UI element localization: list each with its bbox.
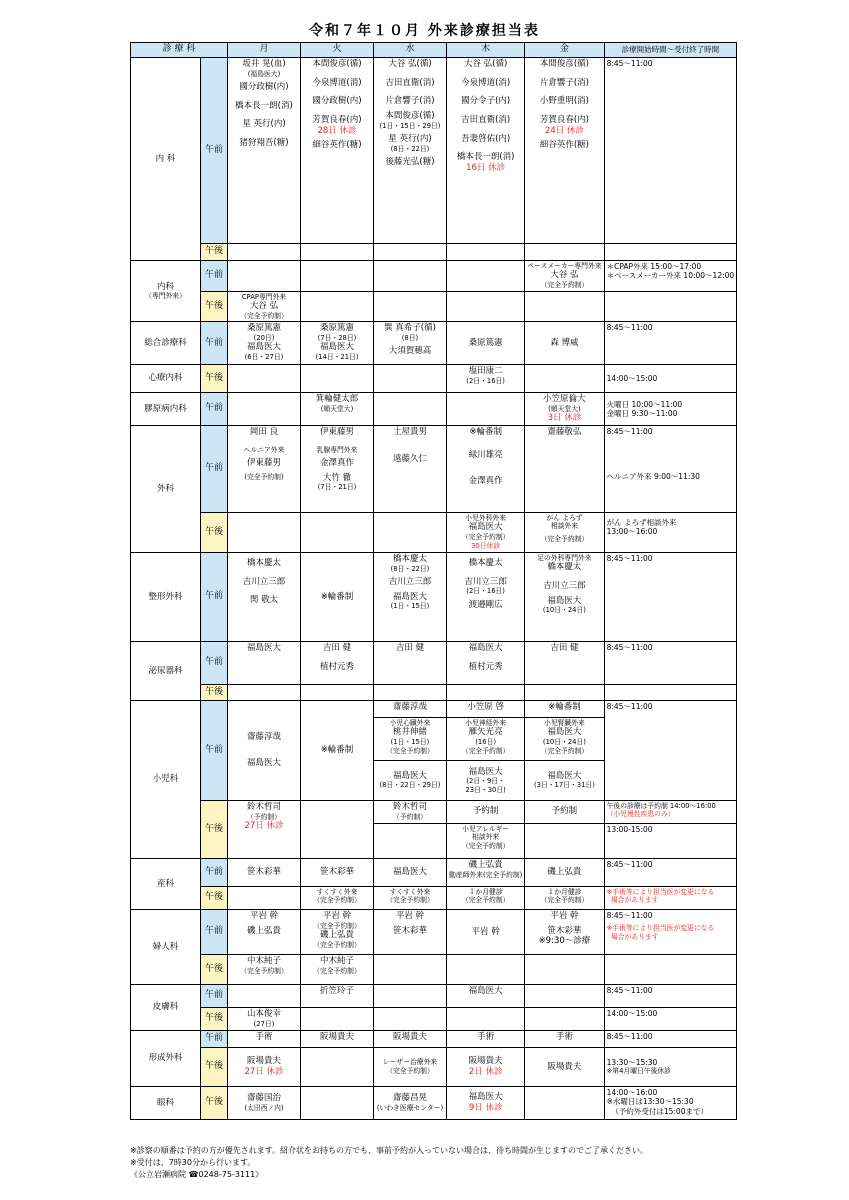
row-naika-senmon-am [131,261,737,292]
cell: １か月健診 （完全予約制） [525,886,604,909]
row-keisei-am [131,1030,737,1047]
row-hinyo-pm [131,684,737,700]
cell: ※輪番制 [525,700,604,717]
header-fri: 金 [525,43,604,58]
dept-kogen: 膠原病内科 [131,393,201,426]
time-cell: 火曜日 10:00～11:00 金曜日 9:30～11:00 [604,393,737,426]
session-pm: 午後 [201,800,228,858]
cell: レーザー治療外来 （完全予約制） [374,1047,447,1086]
cell: 中木純子 （完全予約制） [301,954,374,984]
cell: ※輪番制 [301,552,374,641]
cell: 小児外科外来 福島医大 （完全予約制） 30日休診 [447,512,525,552]
cell: 森 博威 [525,322,604,365]
row-geka-am [131,425,737,512]
session-am: 午前 [201,425,228,512]
cell: 大谷 弘(循) 今泉博道(消) 國分令子(内) 吉田直衛(消) 吾妻啓佑(内) 橋本長一朗(消) 16日 休診 [447,58,525,244]
time-cell: 午後の診療は予約制 14:00～16:00 （小児慢性疾患のみ） [604,800,737,823]
cell: 吉田 健 植村元秀 [301,641,374,684]
cell: 折笠玲子 [301,984,374,1007]
row-hifu-am [131,984,737,1007]
session-am: 午前 [201,1030,228,1047]
session-pm: 午後 [201,1047,228,1086]
cell: 鈴木哲司 （予約制） 27日 休診 [228,800,301,858]
cell: 予約制 [525,800,604,823]
cell: 伊東藤男 乳腺専門外来 金澤真作 大竹 徹 (7日・21日) [301,425,374,512]
time-cell: がん よろず相談外来 13:00～16:00 [604,512,737,552]
time-cell: 8:45～11:00 [604,1030,737,1047]
cell: 中木純子 （完全予約制） [228,954,301,984]
time-cell: 8:45～11:00 [604,322,737,365]
row-keisei-pm [131,1047,737,1086]
session-am: 午前 [201,58,228,244]
session-am: 午前 [201,641,228,684]
cell: 小児アレルギー 相談外来 （完全予約制） [447,823,525,858]
page-title: 令和７年１０月 外来診療担当表 [309,23,540,39]
cell: 阪場貴夫 2日 休診 [447,1047,525,1086]
session-am: 午前 [201,909,228,954]
session-pm: 午後 [201,1086,228,1119]
row-naika-am [131,58,737,244]
row-hinyo-am [131,641,737,684]
cell: 小児心臓外来 桃井伸緒 (1日・15日) （完全予約制） [374,717,447,760]
footer-note-2: ※受付は、7時30分から行います。 [130,1158,256,1167]
time-cell: 8:45～11:00 [604,984,737,1007]
session-pm: 午後 [201,1007,228,1030]
header-time: 診療開始時間～受付終了時間 [604,43,737,58]
row-fujin-am [131,909,737,954]
row-ganka [131,1086,737,1119]
dept-shinryo: 心療内科 [131,365,201,393]
cell: 平岩 幹 （完全予約制） 磯上弘貴 （完全予約制） [301,909,374,954]
session-am: 午前 [201,984,228,1007]
time-cell: 14:00～15:00 [604,1007,737,1030]
time-cell: 8:45～11:00 [604,858,737,886]
cell: すくすく外来 （完全予約制） [374,886,447,909]
time-cell: ＊CPAP外来 15:00～17:00 ＊ペースメーカー外来 10:00～12:00 [604,261,737,292]
cell: 阪場貴夫 [525,1047,604,1086]
session-am: 午前 [201,322,228,365]
row-sanka-am [131,858,737,886]
row-geka-pm [131,512,737,552]
cell: 小児神経外来 雁矢光亮 (16日) （完全予約制） [447,717,525,760]
schedule-table [130,42,737,1120]
cell: 平岩 幹 笹木彩華 ※9:30～診療 [525,909,604,954]
cell: 磯上弘貴 動産師外来(完全予約制) [447,858,525,886]
dept-ganka: 眼科 [131,1086,201,1119]
time-note: ※手術等により担当医が変更になる 場合があります [604,886,737,909]
row-naika-senmon-pm [131,291,737,322]
dept-naika: 内 科 [131,58,201,261]
cell: 平岩 幹 笹木彩華 [374,909,447,954]
cell: 齋藤昌晃 (いわき医療センター) [374,1086,447,1119]
header-dept: 診 療 科 [131,43,228,58]
header-wed: 水 [374,43,447,58]
time-cell: 8:45～11:00 [604,552,737,641]
cell: 本間俊彦(循) 今泉博道(消) 國分政樹(内) 芳賀良春(内) 28日 休診 細谷英作(糖) [301,58,374,244]
footer-notes [130,1145,648,1181]
cell: 山本俊幸 (27日) [228,1007,301,1030]
row-sanka-pm [131,886,737,909]
time-cell: 8:45～11:00 [604,58,737,244]
cell: 笹木彩華 [228,858,301,886]
cell: 巽 真希子(循) (8日) 大須賀穂高 [374,322,447,365]
cell: がん よろず 相談外来 （完全予約制） [525,512,604,552]
cell: 小笠原 啓 [447,700,525,717]
session-am: 午前 [201,552,228,641]
row-hifu-pm [131,1007,737,1030]
time-cell: 13:00-15:00 [604,823,737,858]
cell: 本間俊彦(循) 片倉響子(消) 小野重明(消) 芳賀良春(内) 24日 休診 細谷英作(糖) [525,58,604,244]
session-am: 午前 [201,393,228,426]
cell: 箕輪健太郎 (順天堂大) [301,393,374,426]
cell: 吉田 健 [525,641,604,684]
time-cell: 13:30～15:30 ※第4月曜日午後休診 [604,1047,737,1086]
session-pm: 午後 [201,365,228,393]
cell: 橋本慶太 吉川立三郎 (2日・16日) 渡邉剛広 [447,552,525,641]
cell: 平岩 幹 [447,909,525,954]
dept-keisei: 形成外科 [131,1030,201,1086]
cell: ペースメーカー専門外来 大谷 弘 （完全予約制） [525,261,604,292]
time-cell: 14:00～15:00 [604,365,737,393]
dept-fujin: 婦人科 [131,909,201,984]
cell: 齋藤国治 (太田西ノ内) [228,1086,301,1119]
session-pm: 午後 [201,512,228,552]
header-row [131,43,737,58]
cell: 福島医大 植村元秀 [447,641,525,684]
cell: 手術 [447,1030,525,1047]
cell: 小児腎臓外来 福島医大 (10日・24日) （完全予約制） [525,717,604,760]
row-shinryo [131,365,737,393]
cell: 平岩 幹 磯上弘貴 [228,909,301,954]
header-mon: 月 [228,43,301,58]
cell: 橋本慶太 吉川立三郎 関 敬太 [228,552,301,641]
cell: 土屋貴男 遠藤久仁 [374,425,447,512]
cell: 阪場貴夫 [301,1030,374,1047]
cell: 阪場貴夫 27日 休診 [228,1047,301,1086]
session-am: 午前 [201,700,228,800]
cell: 福島医大 (2日・9日・ 23日・30日) [447,760,525,800]
cell: 福島医大 [447,984,525,1007]
cell: 福島医大 (8日・22日・29日) [374,760,447,800]
cell: 齋藤敬弘 [525,425,604,512]
cell: 福島医大 [374,858,447,886]
cell: 大谷 弘(循) 吉田直衛(消) 片倉響子(消) 本間俊彦(循) (1日・15日・29日) 星 英行(内) (8日・22日) 後藤光弘(糖) [374,58,447,244]
time-cell: 14:00～16:00 ※水曜日は13:30～15:30 （予約外受付は15:00まで） [604,1086,737,1119]
footer-note-1: ※診察の順番は予約の方が優先されます。紹介状をお持ちの方でも、事前予約が入っていない場合は、待ち時間が生じますのでご了承ください。 [130,1146,649,1155]
cell: 坂井 晃(血) (福島医大) 國分政樹(内) 橋本長一朗(消) 星 英行(内) 猪狩翔吾(糖) [228,58,301,244]
cell: 橋本慶太 (8日・22日) 吉川立三郎 福島医大 (1日・15日) [374,552,447,641]
cell: 磯上弘貴 [525,858,604,886]
cell: 吉田 健 [374,641,447,684]
cell: すくすく外来 （完全予約制） [301,886,374,909]
cell: 予約制 [447,800,525,823]
session-pm: 午後 [201,684,228,700]
header-thu: 木 [447,43,525,58]
cell: 福島医大 (3日・17日・31日) [525,760,604,800]
row-shoni-am-1 [131,700,737,717]
session-pm: 午後 [201,291,228,322]
cell: 齋藤淳哉 福島医大 [228,700,301,800]
dept-geka: 外科 [131,425,201,552]
cell: 塩田康二 (2日・16日) [447,365,525,393]
cell: 齋藤淳哉 [374,700,447,717]
header-tue: 火 [301,43,374,58]
dept-hifu: 皮膚科 [131,984,201,1030]
cell: 阪場貴夫 [374,1030,447,1047]
cell: 手術 [525,1030,604,1047]
cell: 福島医大 9日 休診 [447,1086,525,1119]
cell: 福島医大 [228,641,301,684]
row-kogen [131,393,737,426]
cell: 桑原篤憲 (20日) 福島医大 (6日・27日) [228,322,301,365]
dept-hinyo: 泌尿器科 [131,641,201,700]
cell: ※輪番制 [301,700,374,800]
session-am: 午前 [201,858,228,886]
dept-naika-senmon: 内科 （専門外来） [131,261,201,322]
row-fujin-pm [131,954,737,984]
cell: 桑原篤憲 (7日・28日) 福島医大 (14日・21日) [301,322,374,365]
row-seikei [131,552,737,641]
session-pm: 午後 [201,954,228,984]
time-cell: 8:45～11:00 ヘルニア外来 9:00～11:30 [604,425,737,512]
time-cell: 8:45～11:00 [604,700,737,800]
session-pm: 午後 [201,244,228,261]
row-shoni-pm-1 [131,800,737,823]
row-sogo [131,322,737,365]
dept-sogo: 総合診療科 [131,322,201,365]
cell: CPAP専門外来 大谷 弘 （完全予約制） [228,291,301,322]
cell: 足の外科専門外来 橋本慶太 吉川立三郎 福島医大 (10日・24日) [525,552,604,641]
footer-hospital: 《公立岩瀬病院 ☎0248-75-3111》 [130,1170,264,1179]
cell: １か月健診 （完全予約制） [447,886,525,909]
dept-shoni: 小児科 [131,700,201,858]
row-naika-pm [131,244,737,261]
time-cell: 8:45～11:00 [604,641,737,684]
cell: 岡田 良 ヘルニア外来 伊東藤男 (完全予約制) [228,425,301,512]
cell: 小笠原倫大 (順天堂大) 3日 休診 [525,393,604,426]
cell: 手術 [228,1030,301,1047]
time-cell: 8:45～11:00 ※手術等により担当医が変更になる 場合があります [604,909,737,954]
session-pm: 午後 [201,886,228,909]
dept-sanka: 産科 [131,858,201,909]
cell: 笹木彩華 [301,858,374,886]
cell: 鈴木哲司 （予約制） [374,800,447,823]
session-am: 午前 [201,261,228,292]
cell: ※輪番制 緑川雄亮 金澤真作 [447,425,525,512]
cell: 桑原篤憲 [447,322,525,365]
dept-seikei: 整形外科 [131,552,201,641]
